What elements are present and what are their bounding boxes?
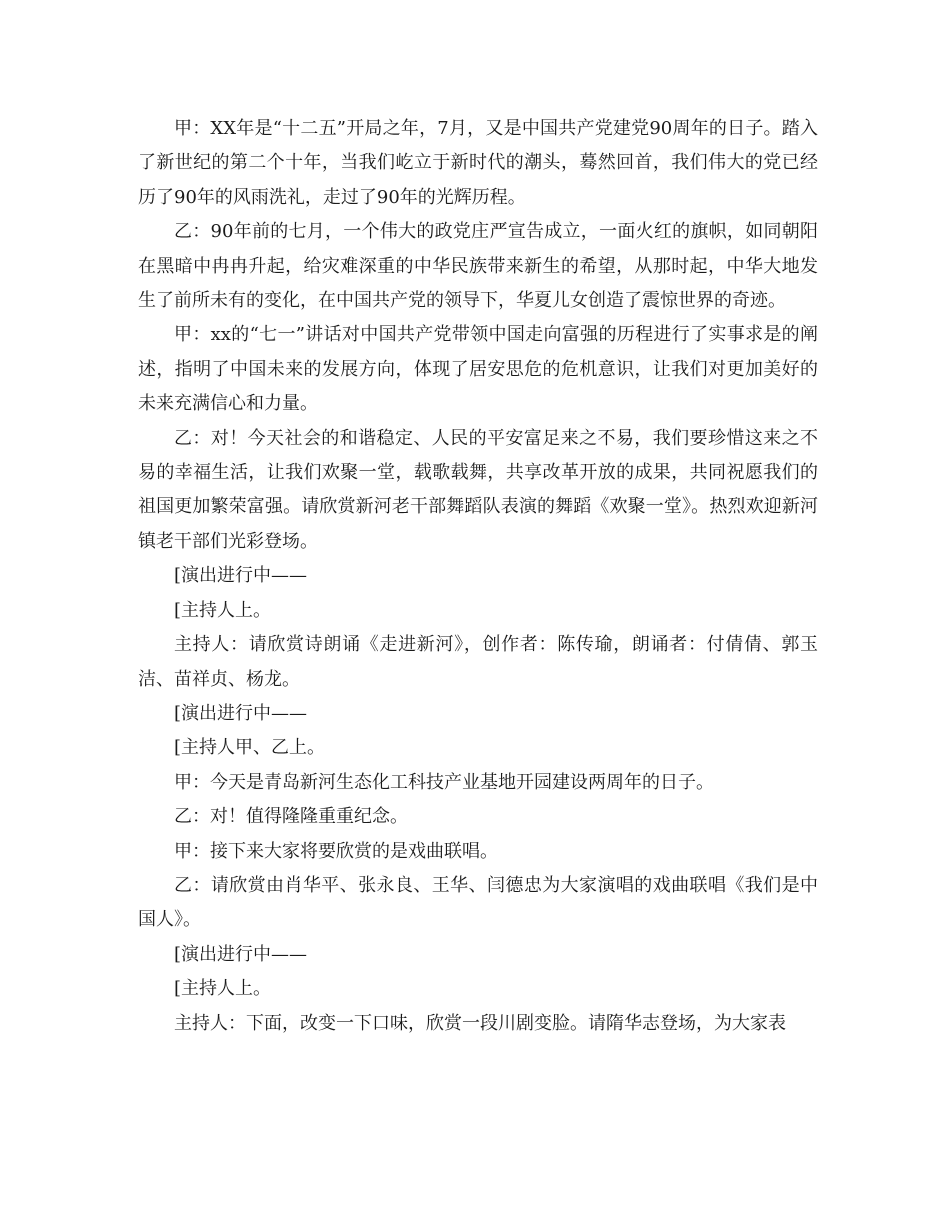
stage-direction: [演出进行中—— — [174, 943, 308, 965]
stage-direction: [主持人上。 — [174, 978, 272, 1000]
paragraph: 乙：90年前的七月，一个伟大的政党庄严宣告成立，一面火红的旗帜，如同朝阳在黑暗中冉冉升起，给灾难深重的中华民族带来新生的希望，从那时起，中华大地发生了前所未有的变化，在中国共产党的领导下，华夏儿女创造了震惊世界的奇迹。 — [138, 221, 818, 312]
stage-direction: [演出进行中—— — [174, 565, 308, 587]
paragraph: 主持人：请欣赏诗朗诵《走进新河》，创作者：陈传瑜，朗诵者：付倩倩、郭玉洁、苗祥贞、杨龙。 — [138, 634, 818, 690]
stage-direction: [演出进行中—— — [174, 702, 308, 724]
paragraph: 乙：对！值得隆隆重重纪念。 — [174, 806, 408, 828]
paragraph: 甲：接下来大家将要欣赏的是戏曲联唱。 — [174, 840, 498, 862]
paragraph: 甲：xx的“七一”讲话对中国共产党带领中国走向富强的历程进行了实事求是的阐述，指明了中国未来的发展方向，体现了居安思危的危机意识，让我们对更加美好的未来充满信心和力量。 — [138, 324, 818, 415]
paragraph: 主持人：下面，改变一下口味，欣赏一段川剧变脸。请隋华志登场，为大家表 — [174, 1012, 786, 1034]
paragraph: 甲：今天是青岛新河生态化工科技产业基地开园建设两周年的日子。 — [174, 771, 714, 793]
paragraph: 甲：XX年是“十二五”开局之年，7月，又是中国共产党建党90周年的日子。踏入了新世纪的第二个十年，当我们屹立于新时代的潮头，蓦然回首，我们伟大的党已经历了90年的风雨洗礼，走过了90年的光辉历程。 — [138, 118, 818, 208]
paragraph: 乙：请欣赏由肖华平、张永良、王华、闫德忠为大家演唱的戏曲联唱《我们是中国人》。 — [138, 874, 818, 931]
stage-direction: [主持人上。 — [174, 599, 272, 621]
paragraph: 乙：对！今天社会的和谐稳定、人民的平安富足来之不易，我们要珍惜这来之不易的幸福生活，让我们欢聚一堂，载歌载舞，共享改革开放的成果，共同祝愿我们的祖国更加繁荣富强。请欣赏新河老干部舞蹈队表演的舞蹈《欢聚一堂》。热烈欢迎新河镇老干部们光彩登场。 — [138, 427, 818, 552]
stage-direction: [主持人甲、乙上。 — [174, 737, 326, 759]
document-body — [138, 112, 818, 1041]
